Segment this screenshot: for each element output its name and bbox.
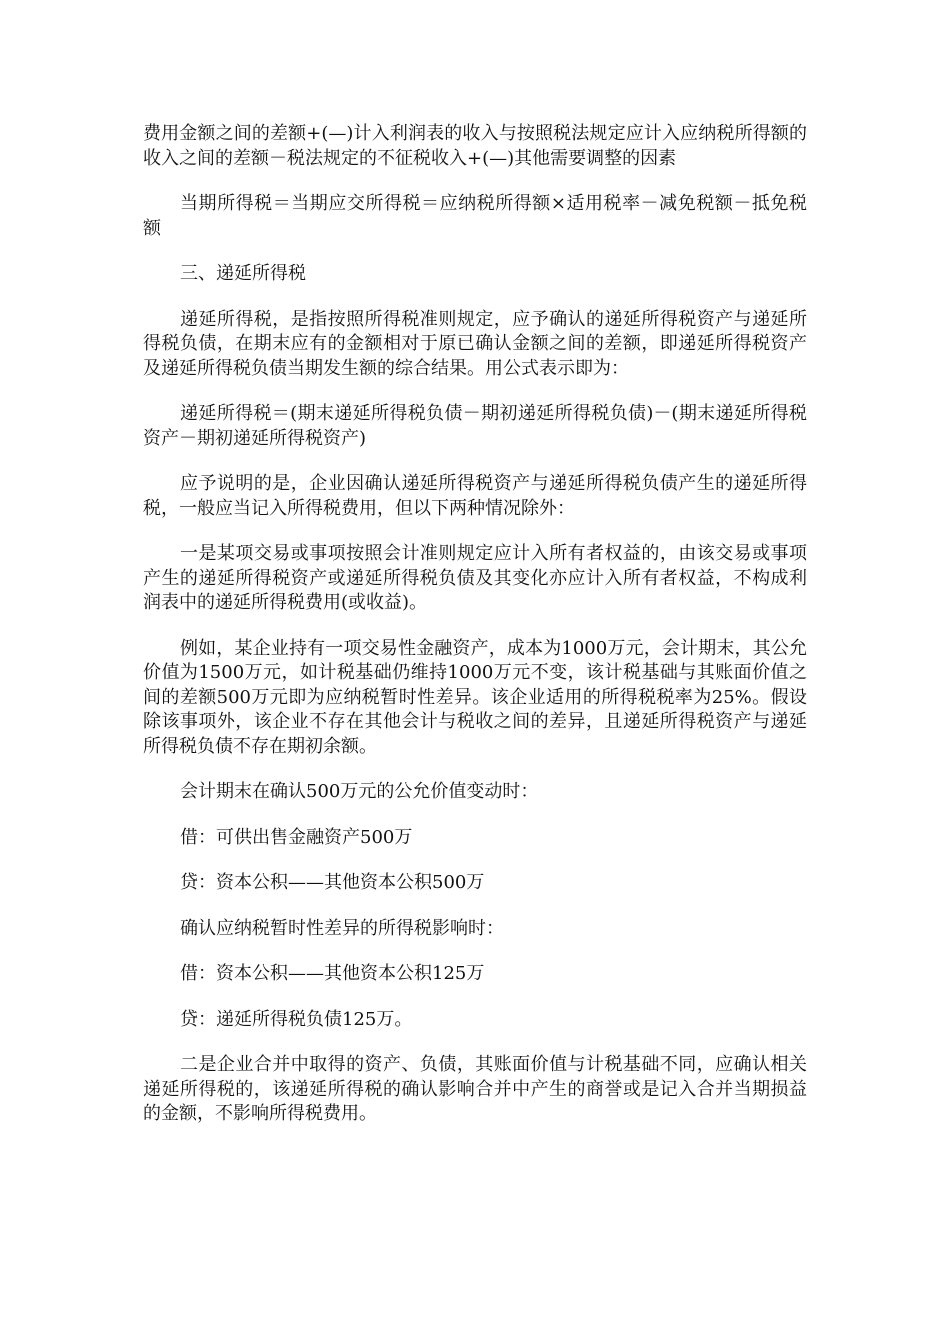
paragraph-deferred-tax-definition: 递延所得税，是指按照所得税准则规定，应予确认的递延所得税资产与递延所得税负债，在期末应有的金额相对于原已确认金额之间的差额，即递延所得税资产及递延所得税负债当期发生额的综合结果。用公式表示即为： xyxy=(143,308,807,379)
paragraph-tax-effect-intro: 确认应纳税暂时性差异的所得税影响时： xyxy=(180,917,504,939)
paragraph-current-income-tax: 当期所得税＝当期应交所得税＝应纳税所得额×适用税率－减免税额－抵免税额 xyxy=(143,193,807,239)
journal-entry-credit-2: 贷：递延所得税负债125万。 xyxy=(180,1008,413,1030)
journal-entry-debit-2: 借：资本公积——其他资本公积125万 xyxy=(180,963,485,984)
section-heading-deferred-tax: 三、递延所得税 xyxy=(180,263,306,284)
journal-entry-credit-1: 贷：资本公积——其他资本公积500万 xyxy=(180,872,485,893)
paragraph-entry-intro: 会计期末在确认500万元的公允价值变动时： xyxy=(180,781,539,802)
document-body xyxy=(143,122,807,1148)
paragraph-deferred-tax-formula: 递延所得税＝(期末递延所得税负债－期初递延所得税负债)－(期末递延所得税资产－期初递延所得税资产) xyxy=(143,403,807,449)
paragraph-exception-two: 二是企业合并中取得的资产、负债，其账面价值与计税基础不同，应确认相关递延所得税的，该递延所得税的确认影响合并中产生的商誉或是记入合并当期损益的金额，不影响所得税费用。 xyxy=(143,1054,807,1124)
paragraph-exceptions-intro: 应予说明的是，企业因确认递延所得税资产与递延所得税负债产生的递延所得税，一般应当记入所得税费用，但以下两种情况除外： xyxy=(143,473,807,519)
journal-entry-debit-1: 借：可供出售金融资产500万 xyxy=(180,826,413,848)
paragraph-example: 例如，某企业持有一项交易性金融资产，成本为1000万元，会计期末，其公允价值为1500万元，如计税基础仍维持1000万元不变，该计税基础与其账面价值之间的差额500万元即为应纳税暂时性差异。该企业适用的所得税税率为25%。假设除该事项外，该企业不存在其他会计与税收之间的差异，且递延所得税资产与递延所得税负债不存在期初余额。 xyxy=(143,637,807,757)
paragraph-exception-one: 一是某项交易或事项按照会计准则规定应计入所有者权益的，由该交易或事项产生的递延所得税资产或递延所得税负债及其变化亦应计入所有者权益，不构成利润表中的递延所得税费用(或收益)。 xyxy=(143,543,807,613)
paragraph-continued: 费用金额之间的差额+(—)计入利润表的收入与按照税法规定应计入应纳税所得额的收入之间的差额－税法规定的不征税收入+(—)其他需要调整的因素 xyxy=(143,123,807,169)
